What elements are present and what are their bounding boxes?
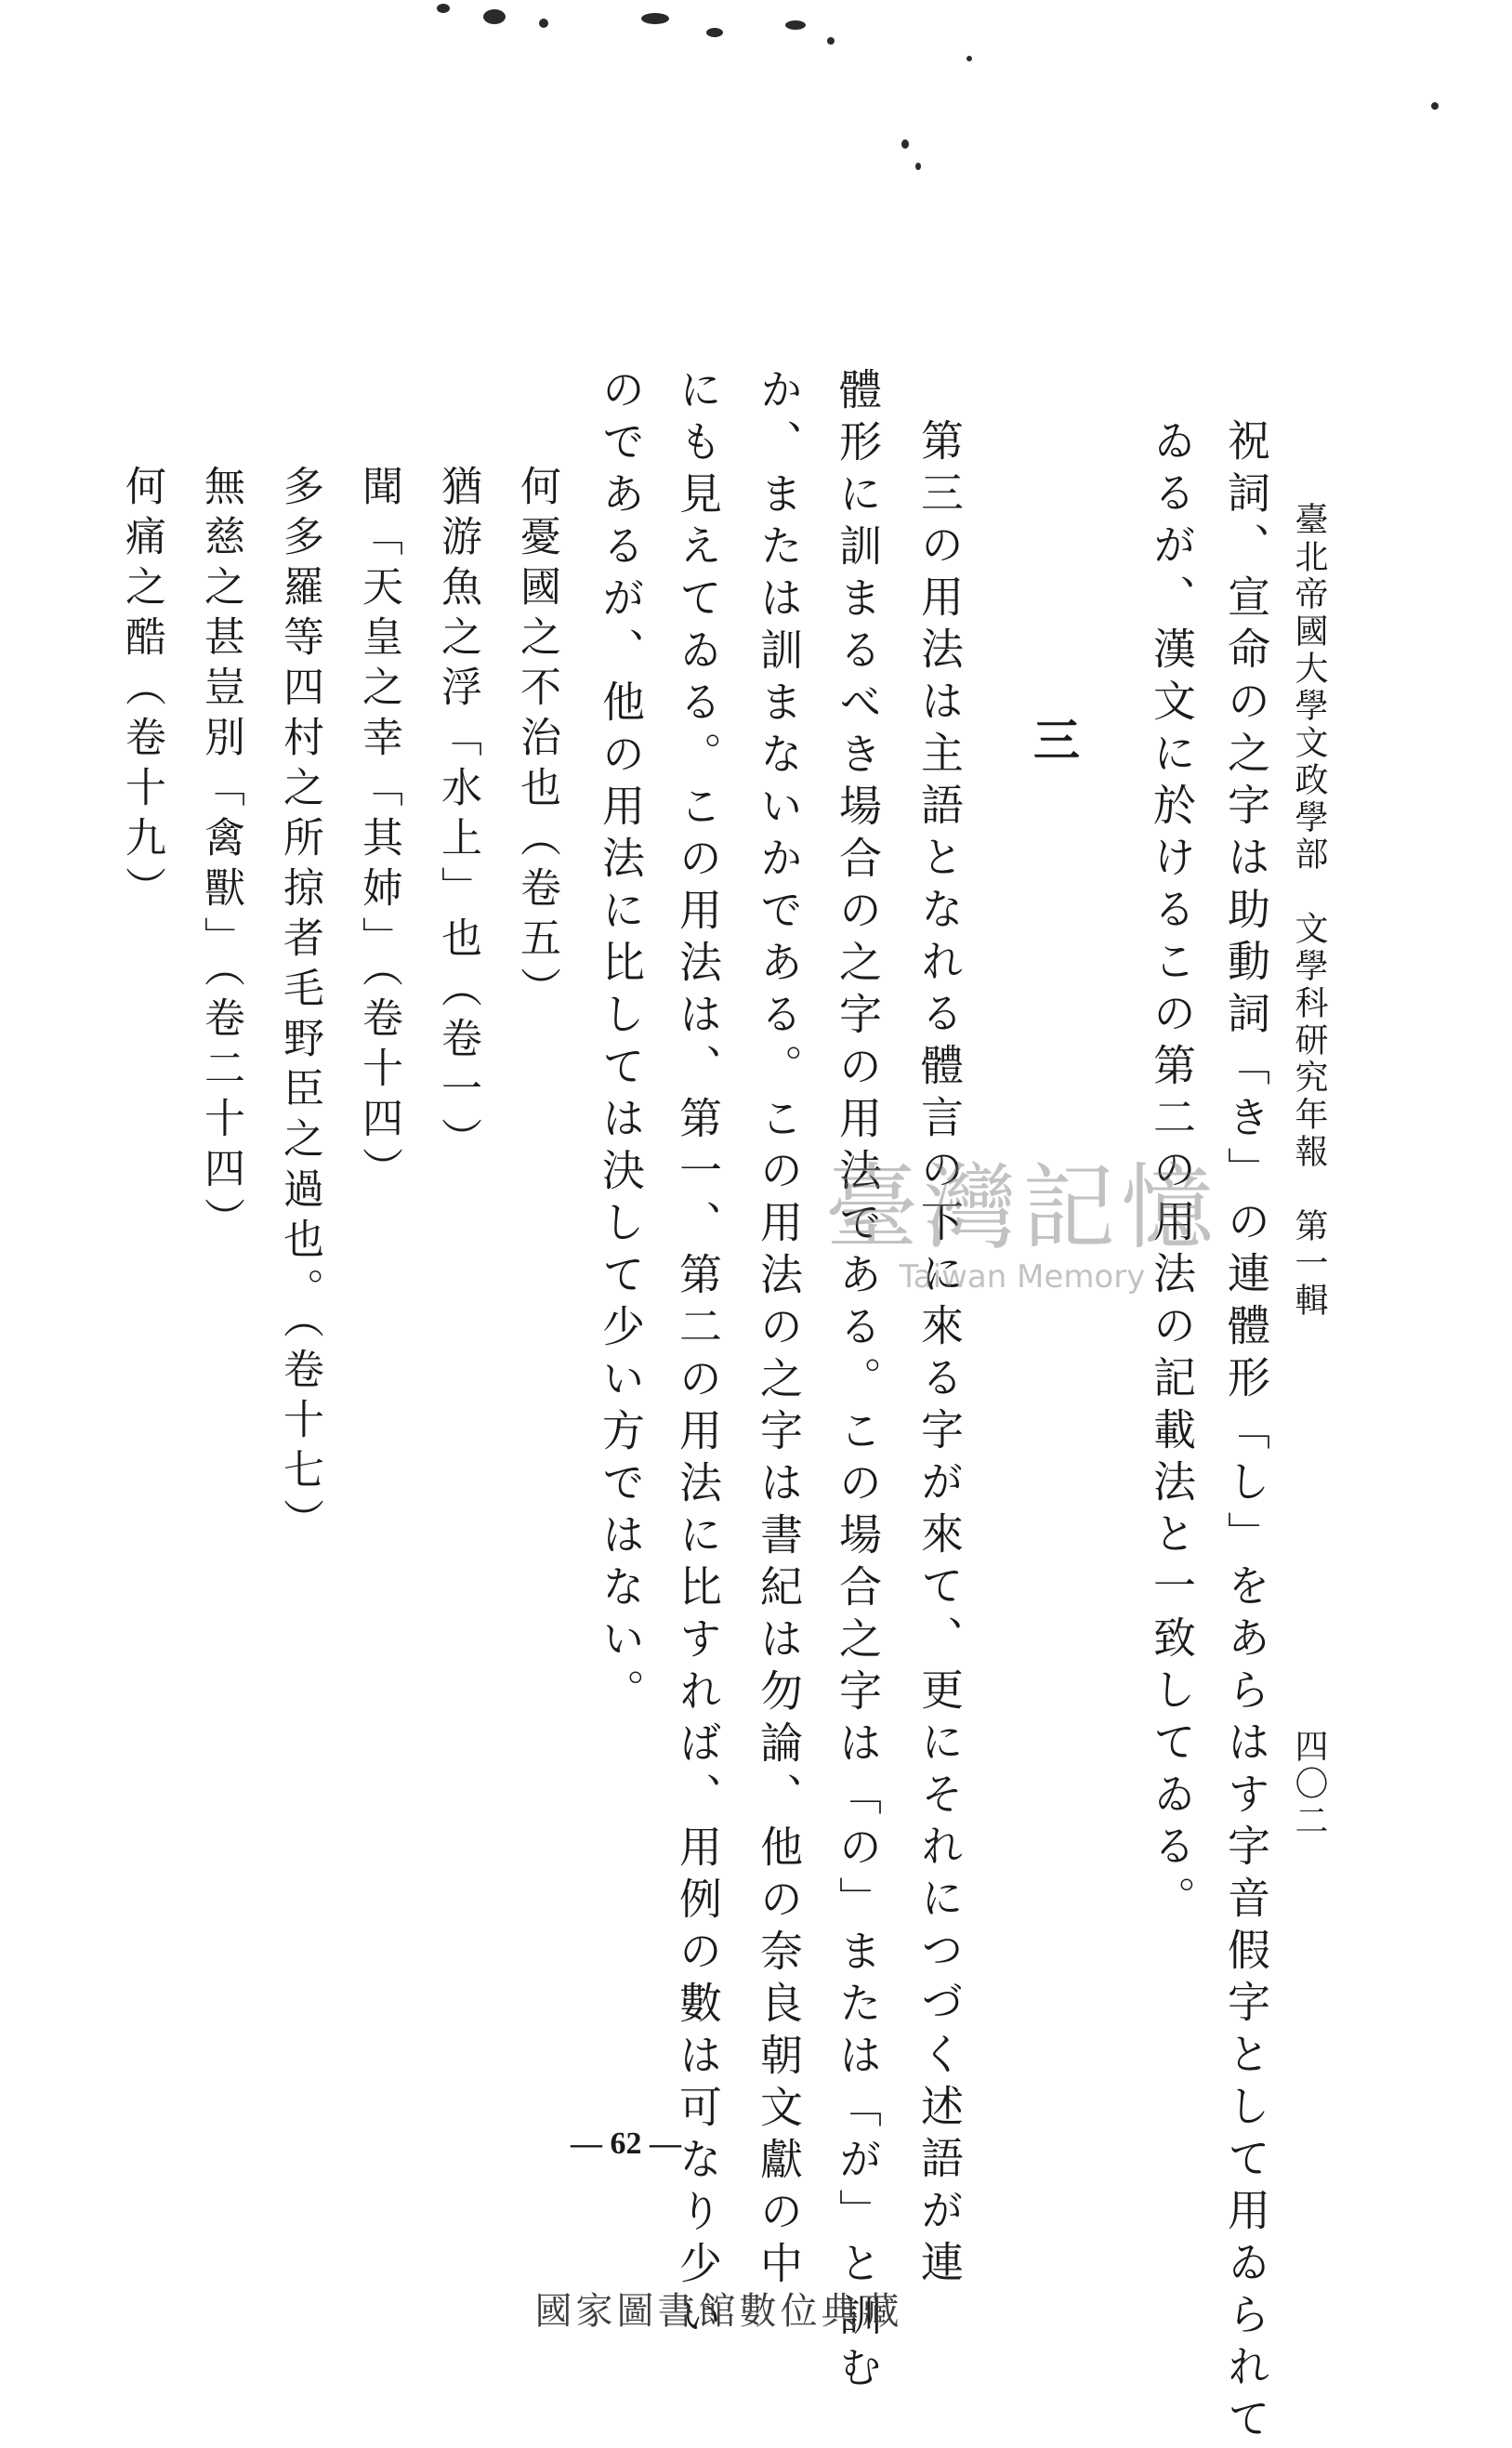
journal-header: 臺北帝國大學文政學部 文學科研究年報 第一輯 [1290,502,1328,1320]
scan-speck [785,20,806,30]
body-column: 體形に訓まるべき場合の之字の用法である。この場合之字は「の」または「が」と訓む [833,367,883,2397]
library-footer: 國家圖書館數位典藏 [534,2290,903,2333]
scan-speck [966,56,972,61]
scan-speck [827,37,835,45]
watermark-subtitle: Taiwan Memory [899,1258,1146,1296]
body-column: ゐるが、漢文に於けるこの第二の用法の記載法と一致してゐる。 [1147,418,1197,1928]
body-column: のであるが、他の用法に比しては決して少い方ではない。 [596,367,646,1720]
body-column: 祝詞、宣命の之字は助動詞「き」の連體形「し」をあらはす字音假字として用ゐられて [1221,418,1271,2448]
section-number: 三 [1026,716,1081,762]
page-number-kanji: 四〇二 [1290,1729,1328,1840]
scan-speck [915,163,921,170]
scan-speck [1431,102,1439,110]
quote-line: 多多羅等四村之所掠者毛野臣之過也。（卷十七） [276,465,323,1548]
body-column: か、または訓まないかである。この用法の之字は書紀は勿論、他の奈良朝文獻の中 [754,367,804,2293]
folio: — 62 — [571,2126,681,2161]
scan-speck [641,13,669,24]
body-column: にも見えてゐる。この用法は、第一、第二の用法に比すれば、用例の數は可なり少い [673,367,723,2345]
scan-speck [539,19,548,28]
quote-line: 何痛之酷（卷十九） [118,465,165,916]
watermark-chars: 臺灣記憶 [825,1153,1219,1262]
body-column: 第三の用法は主語となれる體言の下に來る字が來て、更にそれにつづく述語が連 [914,418,965,2292]
quote-line: 何憂國之不治也（卷五） [513,465,560,1017]
quote-line: 聞「天皇之幸「其姉」（卷十四） [355,465,402,1197]
quote-line: 猶游魚之浮「水上」也（卷一） [434,465,481,1167]
scan-speck [437,4,450,13]
scan-speck [901,139,909,149]
quote-line: 無慈之甚豈別「禽獸」（卷二十四） [197,465,244,1247]
scan-speck [706,28,723,37]
scan-speck [483,9,506,24]
